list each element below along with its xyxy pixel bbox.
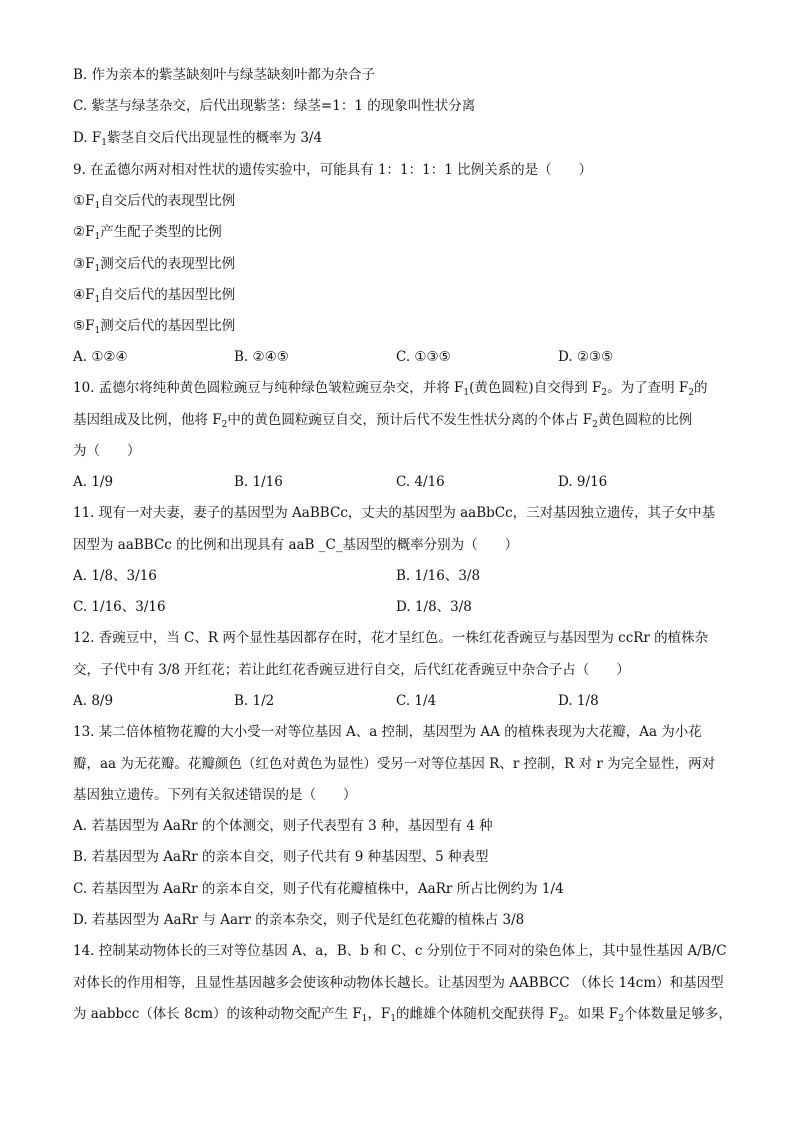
q13-stem-line-1: 13. 某二倍体植物花瓣的大小受一对等位基因 A、a 控制，基因型为 AA 的植株表现为大花瓣，Aa 为小花 — [73, 724, 702, 740]
q12-option-b: B. 1/2 — [234, 693, 275, 709]
q12-stem-line-2: 交，子代中有 3/8 开红花；若让此红花香豌豆进行自交，后代红花香豌豆中杂合子占（ ） — [73, 662, 630, 678]
q10-option-b: B. 1/16 — [234, 474, 283, 490]
q14-stem-line-1: 14. 控制某动物体长的三对等位基因 A、a，B、b 和 C、c 分别位于不同对的染色体上，其中显性基因 A/B/C — [73, 943, 727, 959]
q13-stem-line-3: 基因独立遗传。下列有关叙述错误的是（ ） — [73, 787, 357, 803]
q9-item-2: $②F_1$产生配子类型的比例 — [73, 224, 222, 242]
q12-stem-line-1: 12. 香豌豆中，当 C、R 两个显性基因都存在时，花才呈红色。一株红花香豌豆与基因型为 ccRr 的植株杂 — [73, 630, 709, 646]
q9-item-1: $①F_1$自交后代的表现型比例 — [73, 193, 236, 211]
q10-stem-line-1: 10. 孟德尔将纯种黄色圆粒豌豆与纯种绿色皱粒豌豆杂交，并将 $F_1$(黄色圆粒)自交得到 $F_2$。为了查明 $F_2$的 — [73, 380, 708, 398]
q12-option-c: C. 1/4 — [396, 693, 437, 709]
q11-stem-line-2: 因型为 aaBBCc 的比例和出现具有 aaB _C_基因型的概率分别为（ ） — [73, 537, 519, 553]
q9-item-4: $④F_1$自交后代的基因型比例 — [73, 287, 236, 305]
q9-option-a: A. ①②④ — [73, 349, 128, 365]
q13-option-b: B. 若基因型为 AaRr 的亲本自交，则子代共有 9 种基因型、5 种表型 — [73, 849, 489, 865]
q13-option-a: A. 若基因型为 AaRr 的个体测交，则子代表型有 3 种，基因型有 4 种 — [73, 818, 493, 834]
q10-stem-line-2: 基因组成及比例，他将 $F_2$中的黄色圆粒豌豆自交，预计后代不发生性状分离的个体占 $F_2$黄色圆粒的比例 — [73, 412, 693, 430]
q10-option-d: D. 9/16 — [558, 474, 608, 490]
q9-item-5: $⑤F_1$测交后代的基因型比例 — [73, 318, 236, 336]
q14-stem-line-3: 为 aabbcc（体长 8cm）的该种动物交配产生 $F_1$，$F_1$的雌雄个体随机交配获得 $F_2$。如果 $F_2$个体数量足够多， — [73, 1006, 732, 1024]
q11-option-d: D. 1/8、3/8 — [396, 599, 472, 615]
q9-item-3: $③F_1$测交后代的表现型比例 — [73, 256, 236, 274]
q12-option-a: A. 8/9 — [73, 693, 114, 709]
q9-option-c: C. ①③⑤ — [396, 349, 451, 365]
q10-option-c: C. 4/16 — [396, 474, 445, 490]
q8-option-b: B. 作为亲本的紫茎缺刻叶与绿茎缺刻叶都为杂合子 — [73, 67, 376, 83]
q8-option-c: C. 紫茎与绿茎杂交，后代出现紫茎：绿茎=1：1 的现象叫性状分离 — [73, 98, 476, 114]
q13-stem-line-2: 瓣，aa 为无花瓣。花瓣颜色（红色对黄色为显性）受另一对等位基因 R、r 控制，R 对 r 为完全显性，两对 — [73, 756, 716, 772]
q11-option-b: B. 1/16、3/8 — [396, 568, 481, 584]
q14-stem-line-2: 对体长的作用相等，且显性基因越多会使该种动物体长越长。让基因型为 AABBCC （体长 14cm）和基因型 — [73, 975, 724, 991]
q9-option-b: B. ②④⑤ — [234, 349, 289, 365]
q9-option-d: D. ②③⑤ — [558, 349, 614, 365]
q10-stem-line-3: 为（ ） — [73, 443, 141, 459]
q11-option-c: C. 1/16、3/16 — [73, 599, 166, 615]
q12-option-d: D. 1/8 — [558, 693, 599, 709]
q9-stem: 9. 在孟德尔两对相对性状的遗传实验中，可能具有 1：1：1：1 比例关系的是（ ） — [73, 162, 593, 178]
q10-option-a: A. 1/9 — [73, 474, 114, 490]
q13-option-d: D. 若基因型为 AaRr 与 Aarr 的亲本杂交，则子代是红色花瓣的植株占 3/8 — [73, 912, 525, 928]
q11-option-a: A. 1/8、3/16 — [73, 568, 157, 584]
q11-stem-line-1: 11. 现有一对夫妻，妻子的基因型为 AaBBCc，丈夫的基因型为 aaBbCc，三对基因独立遗传，其子女中基 — [73, 505, 716, 521]
q8-option-d: D. $F_1$紫茎自交后代出现显性的概率为 3/4 — [73, 130, 323, 148]
q13-option-c: C. 若基因型为 AaRr 的亲本自交，则子代有花瓣植株中，AaRr 所占比例约为 1/4 — [73, 881, 564, 897]
